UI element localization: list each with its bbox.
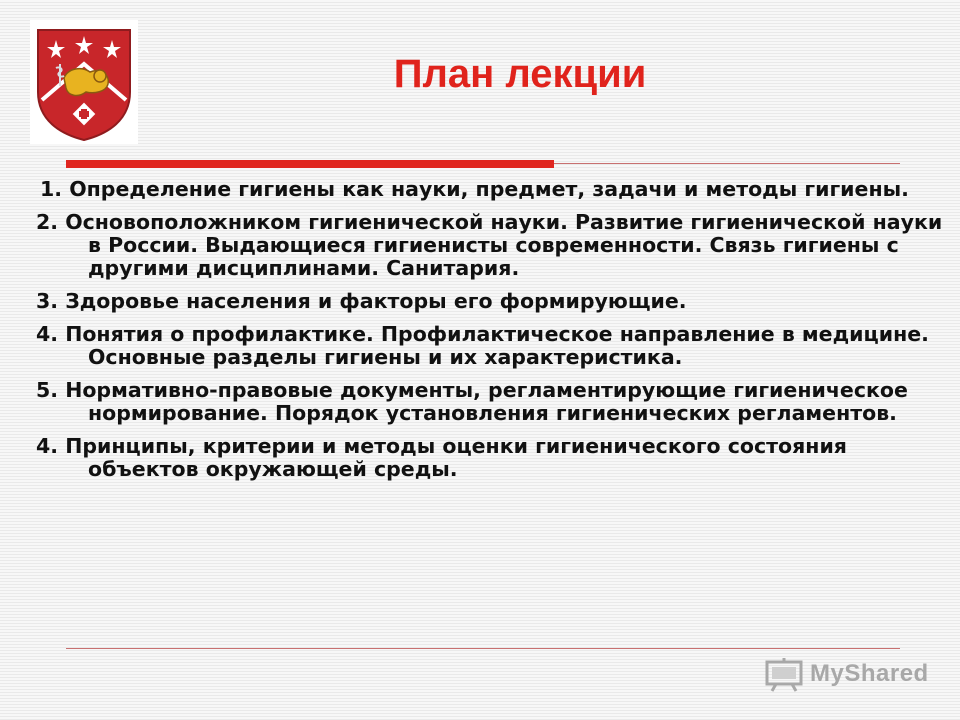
presentation-board-icon [764,656,804,692]
title-underline-thick [66,160,554,168]
title-underline-thin [554,163,900,164]
watermark-text: MyShared [810,660,929,687]
watermark [764,654,929,694]
plan-item-3: 3. Здоровье населения и факторы его формирующие. [36,289,687,313]
coat-of-arms-icon [30,20,138,144]
slide-title: План лекции [393,52,647,96]
plan-item-2: 2. Основоположником гигиенической науки. Развитие гигиенической науки в России. Выдающиеся гигиенисты современности. Связь гигиены с другими дисциплинами. Санитария. [36,210,943,280]
footer-divider [66,648,900,649]
plan-item-6: 4. Принципы, критерии и методы оценки гигиенического состояния объектов окружающей среды. [36,434,847,481]
plan-item-1: 1. Определение гигиены как науки, предмет, задачи и методы гигиены. [40,177,909,201]
plan-item-5: 5. Нормативно-правовые документы, регламентирующие гигиеническое нормирование. Порядок установления гигиенических регламентов. [36,378,908,425]
lecture-plan-list [36,178,944,491]
plan-item-4: 4. Понятия о профилактике. Профилактическое направление в медицине. Основные разделы гигиены и их характеристика. [36,322,929,369]
